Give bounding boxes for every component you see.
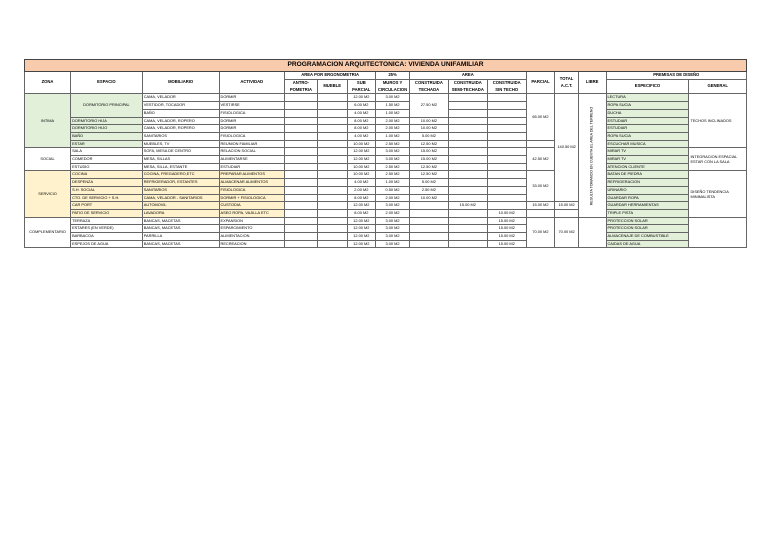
muros-cell: 2.50 M2	[376, 163, 410, 171]
table-row	[25, 171, 747, 179]
actividad-cell: DORMIR	[219, 125, 285, 133]
sintecho-cell: 15.00 M2	[487, 217, 526, 225]
actividad-cell: FISIOLOGICA	[219, 109, 285, 117]
premisa-especifico: DUCHA	[606, 109, 689, 117]
espacio-cell: TERRAZA	[71, 217, 143, 225]
header-mueble: MUEBLE	[317, 80, 347, 94]
header-antropometria: ANTRO- POMETRIA	[285, 80, 318, 94]
mobiliario-cell: BANCAS, MACETAS	[142, 225, 219, 233]
table-row	[25, 117, 747, 125]
muros-cell: 2.00 M2	[376, 209, 410, 217]
actividad-cell: EXPANSION	[219, 217, 285, 225]
header-percent: 25%	[376, 72, 410, 80]
sub-cell: 8.00 M2	[347, 117, 376, 125]
header-total-act: TOTAL A.C.T.	[555, 72, 579, 94]
muros-cell: 3.00 M2	[376, 217, 410, 225]
premisa-especifico: ROPA SUCIA	[606, 102, 689, 110]
sintecho-cell: 15.00 M2	[487, 233, 526, 241]
premisa-especifico: MIRAR TV	[606, 156, 689, 164]
espacio-cell: S.H. SOCIAL	[71, 186, 143, 194]
table-row	[25, 202, 747, 210]
semitechada-cell: 15.00 M2	[448, 202, 487, 210]
header-premisas: PREMISAS DE DISEÑO	[606, 72, 747, 80]
sub-cell: 12.00 M2	[347, 233, 376, 241]
sub-cell: 8.00 M2	[347, 209, 376, 217]
sub-cell: 10.00 M2	[347, 163, 376, 171]
sub-cell: 2.00 M2	[347, 186, 376, 194]
premisa-general-servicio: DISEÑO TENDENCIA MINIMALISTA	[689, 171, 747, 217]
premisa-especifico: URINARIO	[606, 186, 689, 194]
premisa-especifico: MIRAR TV	[606, 148, 689, 156]
sub-cell: 12.00 M2	[347, 202, 376, 210]
actividad-cell: REUNION FAMILIAR	[219, 140, 285, 148]
sintecho-cell: 15.00 M2	[487, 225, 526, 233]
techada-cell: 12.50 M2	[409, 171, 448, 179]
header-mobiliario: MOBILIARIO	[142, 72, 219, 94]
sub-cell: 12.00 M2	[347, 240, 376, 248]
parcial-complementario: 70.00 M2	[526, 217, 555, 248]
sub-cell: 12.00 M2	[347, 94, 376, 102]
actividad-cell: ESPARCIMIENTO	[219, 225, 285, 233]
actividad-cell: ALIMENTARSE	[219, 156, 285, 164]
table-row	[25, 179, 747, 187]
espacio-cell: DORMITORIO HIJO	[71, 125, 143, 133]
table-row	[25, 225, 747, 233]
header-espacio: ESPACIO	[71, 72, 143, 94]
muros-cell: 1.50 M2	[376, 102, 410, 110]
espacio-cell: DORMITORIO PRINCIPAL	[71, 94, 143, 117]
programacion-sheet	[24, 59, 747, 248]
sub-cell: 8.00 M2	[347, 125, 376, 133]
premisa-especifico: REFRIGERACION	[606, 179, 689, 187]
espacio-cell: DESPENZA	[71, 179, 143, 187]
muros-cell: 2.00 M2	[376, 194, 410, 202]
zone-servicio: SERVICIO	[25, 171, 71, 217]
total-main: 140.50 M2	[555, 94, 579, 202]
table-row	[25, 156, 747, 164]
header-construida-sintecho: CONSTRUIDA SIN TECHO	[487, 80, 526, 94]
espacio-cell: ESTUDIO	[71, 163, 143, 171]
espacio-cell: ESTAR	[71, 140, 143, 148]
actividad-cell: ALIMENTACION	[219, 233, 285, 241]
techada-cell: 10.00 M2	[409, 117, 448, 125]
total-complementario: 70.00 M2	[555, 217, 579, 248]
header-area: AREA	[409, 72, 526, 80]
muros-cell: 3.00 M2	[376, 156, 410, 164]
muros-cell: 3.00 M2	[376, 240, 410, 248]
actividad-cell: DORMIR	[219, 94, 285, 102]
premisa-especifico: ALMACENAJE DE COMBUSTIBLE	[606, 233, 689, 241]
actividad-cell: ALMACENAR ALIMENTOS	[219, 179, 285, 187]
espacio-cell: COMEDOR	[71, 156, 143, 164]
muros-cell: 3.00 M2	[376, 94, 410, 102]
espacio-cell: ESPEJOS DE AGUA	[71, 240, 143, 248]
sub-cell: 12.00 M2	[347, 156, 376, 164]
techada-cell: 5.00 M2	[409, 132, 448, 140]
premisa-especifico: PROTECCION SOLAR	[606, 225, 689, 233]
zone-intima: INTIMA	[25, 94, 71, 148]
actividad-cell: VESTIRSE	[219, 102, 285, 110]
actividad-cell: CUSTODIA	[219, 202, 285, 210]
muros-cell: 2.50 M2	[376, 171, 410, 179]
mobiliario-cell: CAMA, VELADOR	[142, 94, 219, 102]
sintecho-cell: 10.00 M2	[487, 209, 526, 217]
actividad-cell: FISIOLOGICA	[219, 132, 285, 140]
premisa-especifico: TRIPLE PISTA	[606, 209, 689, 217]
espacio-cell: CAR PORT	[71, 202, 143, 210]
espacio-cell: PATIO DE SERVICIO	[71, 209, 143, 217]
header-especifico: ESPECIFICO	[606, 80, 689, 94]
premisa-especifico: ESCUCHAR MUSICA	[606, 140, 689, 148]
muros-cell: 2.00 M2	[376, 125, 410, 133]
espacio-cell: SALA	[71, 148, 143, 156]
mobiliario-cell: BANCAS, MACETAS	[142, 217, 219, 225]
premisa-especifico: ESTUDIAR	[606, 125, 689, 133]
techada-cell: 12.50 M2	[409, 163, 448, 171]
actividad-cell: RELACION SOCIAL	[219, 148, 285, 156]
sub-cell: 10.00 M2	[347, 171, 376, 179]
premisa-especifico: ESTUDIAR	[606, 117, 689, 125]
mobiliario-cell: CAMA, VELADOR - SANITARIOS	[142, 194, 219, 202]
mobiliario-cell: COCINA, FREGADERO,ETC	[142, 171, 219, 179]
muros-cell: 0.50 M2	[376, 186, 410, 194]
muros-cell: 1.00 M2	[376, 109, 410, 117]
techada-cell: 2.50 M2	[409, 186, 448, 194]
table-row	[25, 125, 747, 133]
premisa-especifico: ATENCION CLIENTE	[606, 163, 689, 171]
zone-complementario: COMPLEMENTARIO	[25, 217, 71, 248]
table-row	[25, 140, 747, 148]
mobiliario-cell: LAVADORA	[142, 209, 219, 217]
sub-cell: 12.00 M2	[347, 217, 376, 225]
actividad-cell: DORMIR	[219, 117, 285, 125]
sub-cell: 4.00 M2	[347, 109, 376, 117]
header-sub-parcial: SUB PARCIAL	[347, 80, 376, 94]
header-construida-semitechada: CONSTRUIDA SEMI-TECHADA	[448, 80, 487, 94]
table-row	[25, 209, 747, 217]
mobiliario-cell: BANCAS, MACETAS	[142, 240, 219, 248]
header-libre: LIBRE	[578, 72, 606, 94]
techada-cell: 12.50 M2	[409, 140, 448, 148]
table-row	[25, 240, 747, 248]
table-row	[25, 94, 747, 102]
techada-cell: 10.00 M2	[409, 194, 448, 202]
parcial-carport: 15.00 M2	[526, 202, 555, 210]
actividad-cell: ASEO ROPA, VAJILLA ETC	[219, 209, 285, 217]
sub-cell: 4.00 M2	[347, 132, 376, 140]
table-row	[25, 233, 747, 241]
mobiliario-cell: MUEBLES, TV	[142, 140, 219, 148]
sintecho-cell: 15.00 M2	[487, 240, 526, 248]
muros-cell: 3.00 M2	[376, 233, 410, 241]
mobiliario-cell: VESTIDOR, TOCADOR	[142, 102, 219, 110]
mobiliario-cell: MESA, SILLAS	[142, 156, 219, 164]
table-row	[25, 132, 747, 140]
espacio-cell: DORMITORIO HIJA	[71, 117, 143, 125]
header-actividad: ACTIVIDAD	[219, 72, 285, 94]
actividad-cell: PREPARAR ALIMENTOS	[219, 171, 285, 179]
table-row	[25, 163, 747, 171]
techada-cell: 27.50 M2	[409, 94, 448, 117]
premisa-general-intima: TECHOS INCLINADOS	[689, 94, 747, 148]
mobiliario-cell: AUTOMOVIL	[142, 202, 219, 210]
premisa-general-social: INTEGRACION ESPACIAL ESTAR CON LA SALA	[689, 148, 747, 171]
muros-cell: 2.50 M2	[376, 140, 410, 148]
techada-cell: 5.00 M2	[409, 179, 448, 187]
programacion-table	[24, 59, 747, 248]
sub-cell: 8.00 M2	[347, 194, 376, 202]
espacio-cell: ESTARES (EN VERDE)	[71, 225, 143, 233]
muros-cell: 1.00 M2	[376, 179, 410, 187]
actividad-cell: FISIOLOGICA	[219, 186, 285, 194]
actividad-cell: RECREACION	[219, 240, 285, 248]
parcial-social: 42.50 M2	[526, 148, 555, 171]
sub-cell: 12.00 M2	[347, 148, 376, 156]
mobiliario-cell: SANITARIOS	[142, 186, 219, 194]
techada-cell: 15.00 M2	[409, 156, 448, 164]
muros-cell: 3.00 M2	[376, 202, 410, 210]
parcial-intima: 65.00 M2	[526, 94, 555, 140]
mobiliario-cell: CAMA, VELADOR, ROPERO	[142, 117, 219, 125]
mobiliario-cell: MESA, SILLA, ESTANTE	[142, 163, 219, 171]
muros-cell: 3.00 M2	[376, 225, 410, 233]
premisa-especifico: ROPA SUCIA	[606, 132, 689, 140]
actividad-cell: DORMIR + FISIOLOGICA	[219, 194, 285, 202]
mobiliario-cell: CAMA, VELADOR, ROPERO	[142, 125, 219, 133]
muros-cell: 2.00 M2	[376, 117, 410, 125]
muros-cell: 3.00 M2	[376, 148, 410, 156]
total-carport: 15.00 M2	[555, 202, 579, 210]
libre-note: RESULTA TOMANDO EN CUENTA EL AREA DEL TERRENO	[578, 94, 606, 217]
premisa-especifico: GUARDAR HERRAMIENTAS	[606, 202, 689, 210]
zone-social: SOCIAL	[25, 148, 71, 171]
header-construida-techada: CONSTRUIDA TECHADA	[409, 80, 448, 94]
espacio-cell: COCINA	[71, 171, 143, 179]
premisa-especifico: GUARDAR ROPA	[606, 194, 689, 202]
sub-cell: 4.00 M2	[347, 179, 376, 187]
sub-cell: 12.00 M2	[347, 225, 376, 233]
mobiliario-cell: PARRILLA	[142, 233, 219, 241]
espacio-cell: CTO. DE SERVICIO + S.H.	[71, 194, 143, 202]
table-row	[25, 217, 747, 225]
sub-cell: 6.00 M2	[347, 102, 376, 110]
page-title: PROGRAMACION ARQUITECTONICA: VIVIENDA UNIFAMILIAR	[25, 60, 747, 72]
premisa-especifico: PROTECCION SOLAR	[606, 217, 689, 225]
parcial-servicio: 33.00 M2	[526, 171, 555, 202]
header-muros-circulacion: MUROS Y CIRCULACION	[376, 80, 410, 94]
header-zona: ZONA	[25, 72, 71, 94]
header-general: GENERAL	[689, 80, 747, 94]
mobiliario-cell: REFRIGERADOR, ESTANTES	[142, 179, 219, 187]
table-row	[25, 148, 747, 156]
mobiliario-cell: SANITARIOS	[142, 132, 219, 140]
table-row	[25, 186, 747, 194]
mobiliario-cell: BAÑO	[142, 109, 219, 117]
premisa-especifico: LECTURA	[606, 94, 689, 102]
actividad-cell: ESTUDIAR	[219, 163, 285, 171]
muros-cell: 1.00 M2	[376, 132, 410, 140]
techada-cell: 15.00 M2	[409, 148, 448, 156]
premisa-especifico: BATAN DE PIEDRA	[606, 171, 689, 179]
espacio-cell: BARBACOA	[71, 233, 143, 241]
mobiliario-cell: SOFA, MESA DE CENTRO	[142, 148, 219, 156]
premisa-especifico: CAIDAS DE AGUA	[606, 240, 689, 248]
header-area-ergonometria: AREA POR ERGONOMETRIA	[285, 72, 376, 80]
espacio-cell: BAÑO	[71, 132, 143, 140]
techada-cell: 10.00 M2	[409, 125, 448, 133]
header-parcial: PARCIAL	[526, 72, 555, 94]
sub-cell: 10.00 M2	[347, 140, 376, 148]
table-row	[25, 194, 747, 202]
